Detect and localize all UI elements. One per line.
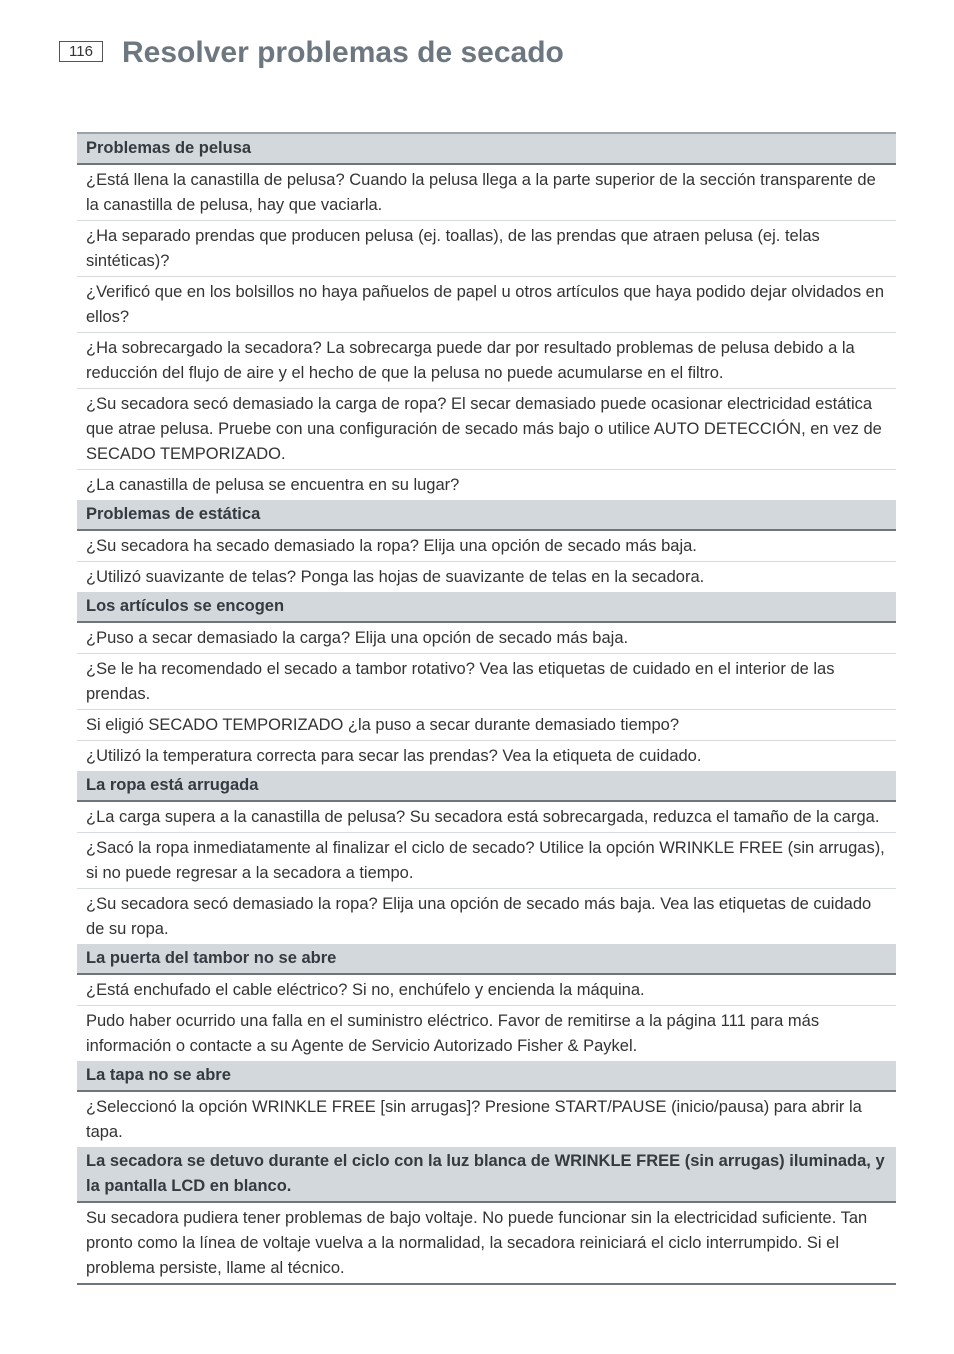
section-static-problems <box>77 500 896 592</box>
section-heading: Problemas de estática <box>77 500 896 531</box>
section-heading: Los artículos se encogen <box>77 592 896 623</box>
table-row: Su secadora pudiera tener problemas de bajo voltaje. No puede funcionar sin la electricidad suficiente. Tan pronto como la línea de voltaje vuelva a la normalidad, la secadora reiniciará el ciclo interrumpido. Si el problema persiste, llame al técnico. <box>86 1209 868 1277</box>
table-row: ¿Utilizó la temperatura correcta para secar las prendas? Vea la etiqueta de cuidado. <box>86 747 702 765</box>
table-row: ¿Ha sobrecargado la secadora? La sobrecarga puede dar por resultado problemas de pelusa debido a la reducción del flujo de aire y el hecho de que la pelusa no puede acumularse en el filtro. <box>77 333 896 389</box>
table-row: ¿Sacó la ropa inmediatamente al finalizar el ciclo de secado? Utilice la opción WRINKLE FREE (sin arrugas), si no puede regresar a la secadora a tiempo. <box>77 833 896 889</box>
section-clothes-wrinkled <box>77 771 896 944</box>
page-header <box>59 34 914 74</box>
table-row: ¿Está enchufado el cable eléctrico? Si no, enchúfelo y encienda la máquina. <box>77 975 896 1006</box>
section-heading: La secadora se detuvo durante el ciclo con la luz blanca de WRINKLE FREE (sin arrugas) iluminada, y la pantalla LCD en blanco. <box>77 1147 896 1203</box>
section-heading: La puerta del tambor no se abre <box>77 944 896 975</box>
section-heading: Problemas de pelusa <box>77 134 896 165</box>
section-drum-door-wont-open <box>77 944 896 1061</box>
section-items-shrink <box>77 592 896 771</box>
table-row: ¿La carga supera a la canastilla de pelusa? Su secadora está sobrecargada, reduzca el tamaño de la carga. <box>77 802 896 833</box>
table-row: ¿Verificó que en los bolsillos no haya pañuelos de papel u otros artículos que haya podido dejar olvidados en ellos? <box>77 277 896 333</box>
table-row: ¿Utilizó suavizante de telas? Ponga las hojas de suavizante de telas en la secadora. <box>86 568 705 586</box>
section-lint-problems <box>77 134 896 500</box>
troubleshooting-table <box>77 132 896 1285</box>
table-row: Si eligió SECADO TEMPORIZADO ¿la puso a secar durante demasiado tiempo? <box>77 710 896 741</box>
section-heading: La ropa está arrugada <box>77 771 896 802</box>
table-row: ¿Se le ha recomendado el secado a tambor rotativo? Vea las etiquetas de cuidado en el interior de las prendas. <box>77 654 896 710</box>
table-row: ¿Seleccionó la opción WRINKLE FREE [sin arrugas]? Presione START/PAUSE (inicio/pausa) para abrir la tapa. <box>86 1098 862 1141</box>
section-dryer-stopped <box>77 1147 896 1283</box>
table-row: ¿Su secadora secó demasiado la carga de ropa? El secar demasiado puede ocasionar electricidad estática que atrae pelusa. Pruebe con una configuración de secado más bajo o utilice AUTO DETECCIÓN, en vez de SECADO TEMPORIZADO. <box>77 389 896 470</box>
table-row: Pudo haber ocurrido una falla en el suministro eléctrico. Favor de remitirse a la página 111 para más información o contacte a su Agente de Servicio Autorizado Fisher & Paykel. <box>86 1012 820 1055</box>
table-row: ¿Puso a secar demasiado la carga? Elija una opción de secado más baja. <box>77 623 896 654</box>
section-lid-wont-open <box>77 1061 896 1147</box>
table-row: ¿Su secadora secó demasiado la ropa? Elija una opción de secado más baja. Vea las etiquetas de cuidado de su ropa. <box>86 895 872 938</box>
section-heading: La tapa no se abre <box>77 1061 896 1092</box>
page-title: Resolver problemas de secado <box>122 36 564 69</box>
page-number: 116 <box>59 41 103 62</box>
table-row: ¿Está llena la canastilla de pelusa? Cuando la pelusa llega a la parte superior de la sección transparente de la canastilla de pelusa, hay que vaciarla. <box>77 165 896 221</box>
table-row: ¿Ha separado prendas que producen pelusa (ej. toallas), de las prendas que atraen pelusa (ej. telas sintéticas)? <box>77 221 896 277</box>
table-row: ¿Su secadora ha secado demasiado la ropa? Elija una opción de secado más baja. <box>77 531 896 562</box>
table-row: ¿La canastilla de pelusa se encuentra en su lugar? <box>86 476 460 494</box>
